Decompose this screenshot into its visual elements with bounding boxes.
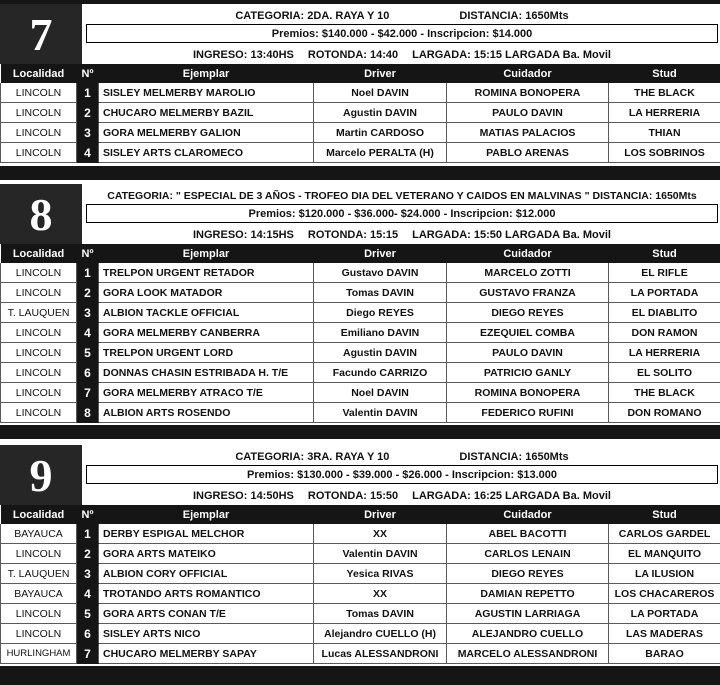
cell-ejemplar: ALBION ARTS ROSENDO (99, 403, 314, 423)
cell-localidad: T. LAUQUEN (1, 564, 77, 584)
cell-stud: THE BLACK (609, 83, 720, 103)
cell-driver: Agustin DAVIN (314, 103, 447, 123)
separator (0, 666, 720, 685)
table-row (1, 303, 720, 323)
cell-nro: 1 (77, 83, 99, 103)
race-largada: LARGADA: 15:50 LARGADA Ba. Movil (412, 228, 611, 241)
entries-table (0, 505, 720, 664)
cell-stud: BARAO (609, 644, 720, 664)
col-cuidador: Cuidador (447, 244, 609, 263)
table-row (1, 103, 720, 123)
col-ejemplar: Ejemplar (99, 244, 314, 263)
col-stud: Stud (609, 244, 720, 263)
race-times-row (86, 225, 718, 244)
cell-cuidador: GUSTAVO FRANZA (447, 283, 609, 303)
cell-cuidador: DIEGO REYES (447, 564, 609, 584)
cell-stud: LOS CHACAREROS (609, 584, 720, 604)
cell-ejemplar: GORA MELMERBY GALION (99, 123, 314, 143)
table-row (1, 564, 720, 584)
race-prizes-row (86, 465, 718, 484)
table-row (1, 604, 720, 624)
cell-stud: THIAN (609, 123, 720, 143)
table-header (1, 505, 720, 524)
cell-cuidador: PAULO DAVIN (447, 103, 609, 123)
table-row (1, 123, 720, 143)
table-row (1, 624, 720, 644)
cell-cuidador: ALEJANDRO CUELLO (447, 624, 609, 644)
cell-stud: EL RIFLE (609, 263, 720, 283)
race-prizes: Premios: $130.000 - $39.000 - $26.000 - Inscripcion: $13.000 (246, 468, 558, 481)
cell-localidad: LINCOLN (1, 403, 77, 423)
table-header (1, 64, 720, 83)
cell-driver: Emiliano DAVIN (314, 323, 447, 343)
cell-cuidador: PABLO ARENAS (447, 143, 609, 163)
race-header (0, 0, 720, 64)
race-number: 8 (0, 184, 82, 244)
cell-localidad: LINCOLN (1, 123, 77, 143)
cell-nro: 4 (77, 323, 99, 343)
cell-cuidador: MARCELO ALESSANDRONI (447, 644, 609, 664)
race-rotonda: ROTONDA: 15:15 (307, 228, 399, 241)
race-times-row (86, 486, 718, 505)
cell-ejemplar: DONNAS CHASIN ESTRIBADA H. T/E (99, 363, 314, 383)
race-7 (0, 0, 720, 163)
table-row (1, 283, 720, 303)
cell-driver: Diego REYES (314, 303, 447, 323)
cell-ejemplar: DERBY ESPIGAL MELCHOR (99, 524, 314, 544)
race-largada: LARGADA: 16:25 LARGADA Ba. Movil (412, 489, 611, 502)
cell-driver: Valentin DAVIN (314, 544, 447, 564)
cell-nro: 3 (77, 564, 99, 584)
table-row (1, 143, 720, 163)
cell-localidad: BAYAUCA (1, 584, 77, 604)
col-localidad: Localidad (1, 64, 77, 83)
race-prizes-row (86, 204, 718, 223)
cell-driver: Agustin DAVIN (314, 343, 447, 363)
cell-nro: 4 (77, 584, 99, 604)
cell-nro: 5 (77, 604, 99, 624)
cell-cuidador: FEDERICO RUFINI (447, 403, 609, 423)
cell-nro: 2 (77, 544, 99, 564)
race-rotonda: ROTONDA: 14:40 (307, 48, 399, 61)
race-category-row (86, 6, 718, 25)
cell-cuidador: ROMINA BONOPERA (447, 383, 609, 403)
col-stud: Stud (609, 64, 720, 83)
cell-stud: DON RAMON (609, 323, 720, 343)
race-prizes: Premios: $120.000 - $36.000- $24.000 - Inscripcion: $12.000 (248, 207, 556, 220)
separator (0, 425, 720, 439)
cell-nro: 6 (77, 624, 99, 644)
cell-ejemplar: GORA MELMERBY ATRACO T/E (99, 383, 314, 403)
cell-localidad: BAYAUCA (1, 524, 77, 544)
cell-driver: Facundo CARRIZO (314, 363, 447, 383)
table-header (1, 244, 720, 263)
cell-localidad: T. LAUQUEN (1, 303, 77, 323)
col-localidad: Localidad (1, 505, 77, 524)
cell-ejemplar: CHUCARO MELMERBY BAZIL (99, 103, 314, 123)
cell-nro: 1 (77, 524, 99, 544)
cell-driver: Noel DAVIN (314, 83, 447, 103)
cell-cuidador: CARLOS LENAIN (447, 544, 609, 564)
cell-localidad: LINCOLN (1, 83, 77, 103)
cell-cuidador: ROMINA BONOPERA (447, 83, 609, 103)
table-row (1, 83, 720, 103)
entries-table (0, 64, 720, 163)
cell-stud: LA HERRERIA (609, 103, 720, 123)
cell-localidad: LINCOLN (1, 143, 77, 163)
race-number: 9 (0, 445, 82, 505)
cell-nro: 8 (77, 403, 99, 423)
cell-cuidador: ABEL BACOTTI (447, 524, 609, 544)
cell-ejemplar: TRELPON URGENT RETADOR (99, 263, 314, 283)
cell-localidad: LINCOLN (1, 103, 77, 123)
race-ingreso: INGRESO: 14:50HS (193, 489, 294, 502)
race-ingreso: INGRESO: 14:15HS (193, 228, 294, 241)
table-row (1, 383, 720, 403)
cell-driver: XX (314, 584, 447, 604)
cell-localidad: LINCOLN (1, 624, 77, 644)
cell-localidad: LINCOLN (1, 343, 77, 363)
col-driver: Driver (314, 244, 447, 263)
cell-driver: XX (314, 524, 447, 544)
cell-driver: Noel DAVIN (314, 383, 447, 403)
col-nro: Nº (77, 64, 99, 83)
race-ingreso: INGRESO: 13:40HS (193, 48, 294, 61)
cell-stud: LOS SOBRINOS (609, 143, 720, 163)
cell-driver: Lucas ALESSANDRONI (314, 644, 447, 664)
cell-ejemplar: GORA ARTS CONAN T/E (99, 604, 314, 624)
race-prizes-row (86, 24, 718, 43)
cell-stud: CARLOS GARDEL (609, 524, 720, 544)
cell-stud: LA ILUSION (609, 564, 720, 584)
cell-localidad: LINCOLN (1, 604, 77, 624)
cell-nro: 6 (77, 363, 99, 383)
col-localidad: Localidad (1, 244, 77, 263)
cell-stud: LA PORTADA (609, 604, 720, 624)
table-row (1, 644, 720, 664)
cell-driver: Gustavo DAVIN (314, 263, 447, 283)
cell-localidad: LINCOLN (1, 263, 77, 283)
race-category: CATEGORIA: 2DA. RAYA Y 10 (235, 9, 390, 22)
cell-nro: 3 (77, 123, 99, 143)
cell-localidad: LINCOLN (1, 383, 77, 403)
cell-stud: LAS MADERAS (609, 624, 720, 644)
cell-localidad: LINCOLN (1, 363, 77, 383)
col-ejemplar: Ejemplar (99, 64, 314, 83)
cell-ejemplar: TROTANDO ARTS ROMANTICO (99, 584, 314, 604)
col-cuidador: Cuidador (447, 505, 609, 524)
cell-ejemplar: GORA ARTS MATEIKO (99, 544, 314, 564)
cell-ejemplar: SISLEY MELMERBY MAROLIO (99, 83, 314, 103)
cell-stud: DON ROMANO (609, 403, 720, 423)
cell-cuidador: DAMIAN REPETTO (447, 584, 609, 604)
cell-nro: 3 (77, 303, 99, 323)
cell-stud: THE BLACK (609, 383, 720, 403)
col-nro: Nº (77, 244, 99, 263)
cell-ejemplar: GORA MELMERBY CANBERRA (99, 323, 314, 343)
cell-driver: Tomas DAVIN (314, 604, 447, 624)
table-row (1, 524, 720, 544)
race-9 (0, 441, 720, 664)
race-prizes: Premios: $140.000 - $42.000 - Inscripcion: $14.000 (271, 27, 533, 40)
table-row (1, 263, 720, 283)
cell-ejemplar: ALBION TACKLE OFFICIAL (99, 303, 314, 323)
col-stud: Stud (609, 505, 720, 524)
cell-nro: 2 (77, 283, 99, 303)
cell-ejemplar: SISLEY ARTS CLAROMECO (99, 143, 314, 163)
cell-cuidador: MARCELO ZOTTI (447, 263, 609, 283)
table-row (1, 343, 720, 363)
race-8 (0, 180, 720, 423)
cell-nro: 7 (77, 644, 99, 664)
table-row (1, 544, 720, 564)
cell-driver: Valentin DAVIN (314, 403, 447, 423)
cell-driver: Alejandro CUELLO (H) (314, 624, 447, 644)
race-rotonda: ROTONDA: 15:50 (307, 489, 399, 502)
cell-nro: 2 (77, 103, 99, 123)
cell-localidad: LINCOLN (1, 544, 77, 564)
cell-nro: 4 (77, 143, 99, 163)
table-row (1, 584, 720, 604)
cell-stud: EL DIABLITO (609, 303, 720, 323)
cell-localidad: LINCOLN (1, 283, 77, 303)
cell-stud: EL MANQUITO (609, 544, 720, 564)
cell-stud: LA PORTADA (609, 283, 720, 303)
cell-nro: 5 (77, 343, 99, 363)
table-row (1, 363, 720, 383)
cell-stud: LA HERRERIA (609, 343, 720, 363)
cell-ejemplar: TRELPON URGENT LORD (99, 343, 314, 363)
cell-stud: EL SOLITO (609, 363, 720, 383)
race-times-row (86, 45, 718, 64)
cell-cuidador: PAULO DAVIN (447, 343, 609, 363)
separator (0, 166, 720, 180)
race-distance: DISTANCIA: 1650Mts (459, 9, 569, 22)
race-category: CATEGORIA: " ESPECIAL DE 3 AÑOS - TROFEO DIA DEL VETERANO Y CAIDOS EN MALVINAS " DISTANCIA: 1650Mts (107, 189, 697, 202)
cell-driver: Yesica RIVAS (314, 564, 447, 584)
race-category-row (86, 447, 718, 466)
cell-ejemplar: GORA LOOK MATADOR (99, 283, 314, 303)
cell-nro: 1 (77, 263, 99, 283)
cell-cuidador: MATIAS PALACIOS (447, 123, 609, 143)
race-distance: DISTANCIA: 1650Mts (459, 450, 569, 463)
cell-cuidador: DIEGO REYES (447, 303, 609, 323)
race-header (0, 180, 720, 244)
col-driver: Driver (314, 505, 447, 524)
cell-driver: Tomas DAVIN (314, 283, 447, 303)
race-largada: LARGADA: 15:15 LARGADA Ba. Movil (412, 48, 611, 61)
cell-cuidador: PATRICIO GANLY (447, 363, 609, 383)
race-category: CATEGORIA: 3RA. RAYA Y 10 (235, 450, 390, 463)
cell-ejemplar: ALBION CORY OFFICIAL (99, 564, 314, 584)
col-ejemplar: Ejemplar (99, 505, 314, 524)
cell-cuidador: AGUSTIN LARRIAGA (447, 604, 609, 624)
cell-cuidador: EZEQUIEL COMBA (447, 323, 609, 343)
table-row (1, 403, 720, 423)
race-category-row (86, 186, 718, 205)
entries-table (0, 244, 720, 423)
race-number: 7 (0, 4, 82, 64)
col-driver: Driver (314, 64, 447, 83)
cell-ejemplar: CHUCARO MELMERBY SAPAY (99, 644, 314, 664)
cell-driver: Martin CARDOSO (314, 123, 447, 143)
cell-localidad: HURLINGHAM (1, 644, 77, 664)
cell-driver: Marcelo PERALTA (H) (314, 143, 447, 163)
cell-ejemplar: SISLEY ARTS NICO (99, 624, 314, 644)
cell-localidad: LINCOLN (1, 323, 77, 343)
cell-nro: 7 (77, 383, 99, 403)
col-nro: Nº (77, 505, 99, 524)
race-header (0, 441, 720, 505)
table-row (1, 323, 720, 343)
col-cuidador: Cuidador (447, 64, 609, 83)
